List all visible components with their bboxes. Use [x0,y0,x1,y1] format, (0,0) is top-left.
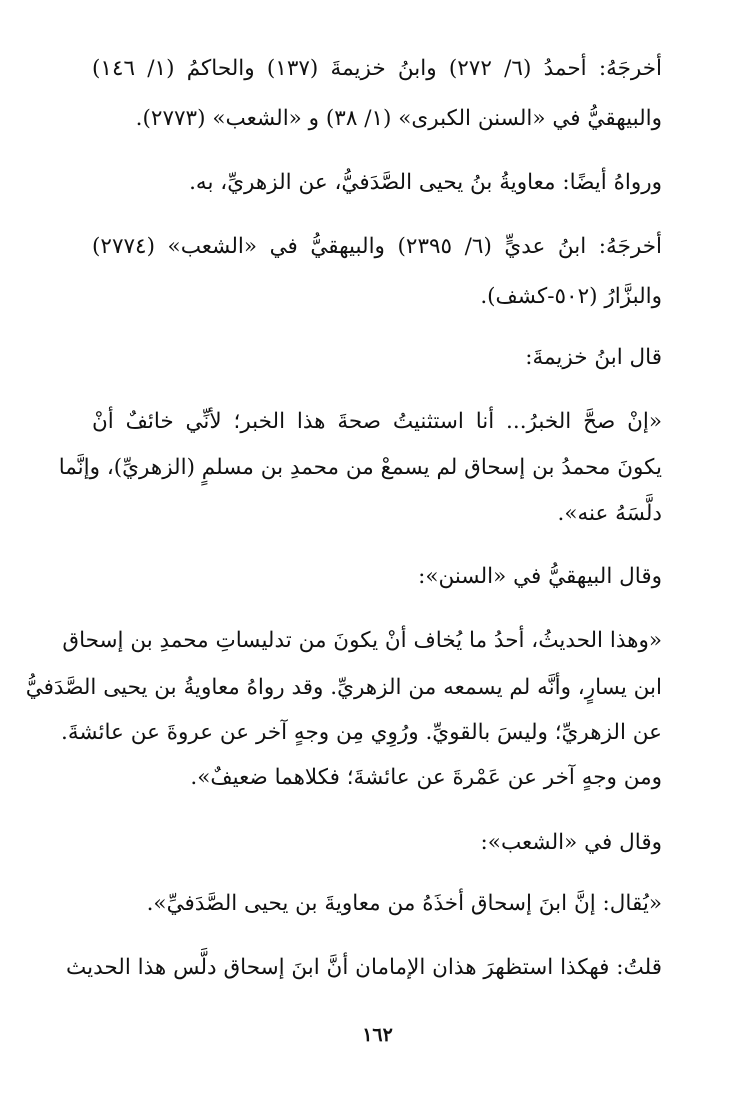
text-line: «إنْ صحَّ الخبرُ... أنا استثنيتُ صحةَ هذا الخبر؛ لأنِّي خائفٌ أنْ [92,409,662,434]
text-line: «يُقال: إنَّ ابنَ إسحاق أخذَهُ من معاويةَ بن يحيى الصَّدَفيِّ». [146,891,662,916]
text-line: ابن يسارٍ، وأنَّه لم يسمعه من الزهريِّ. وقد رواهُ معاويةُ بن يحيى الصَّدَفيُّ [25,675,662,700]
text-line: ورواهُ أيضًا: معاويةُ بنُ يحيى الصَّدَفيُّ، عن الزهريِّ، به. [189,170,662,195]
text-line: قلتُ: فهكذا استظهرَ هذان الإمامان أنَّ ابنَ إسحاق دلَّس هذا الحديث [66,955,662,980]
page-number: ١٦٢ [362,1024,393,1046]
text-line: عن الزهريِّ؛ وليسَ بالقويِّ. ورُوِي مِن وجهٍ آخر عن عروةَ عن عائشةَ. [60,720,662,745]
text-line: والبزَّارُ (٥٠٢-كشف). [480,284,662,309]
text-line: قال ابنُ خزيمةَ: [525,345,662,370]
text-line: والبيهقيُّ في «السنن الكبرى» (١/ ٣٨) و «الشعب» (٢٧٧٣). [135,106,662,131]
text-line: وقال في «الشعب»: [480,830,662,855]
text-line: أخرجَهُ: ابنُ عديٍّ (٦/ ٢٣٩٥) والبيهقيُّ في «الشعب» (٢٧٧٤) [92,234,662,259]
text-line: ومن وجهٍ آخر عن عَمْرةَ عن عائشةَ؛ فكلاهما ضعيفٌ». [190,765,662,790]
text-line: دلَّسَهُ عنه». [557,501,662,526]
text-line: «وهذا الحديثُ، أحدُ ما يُخاف أنْ يكونَ من تدليساتِ محمدِ بن إسحاق [62,628,662,653]
text-line: وقال البيهقيُّ في «السنن»: [418,564,662,589]
text-line: أخرجَهُ: أحمدُ (٦/ ٢٧٢) وابنُ خزيمةَ (١٣٧) والحاكمُ (١/ ١٤٦) [92,56,663,81]
text-line: يكونَ محمدُ بن إسحاق لم يسمعْ من محمدِ بن مسلمٍ (الزهريِّ)، وإنَّما [58,455,662,480]
